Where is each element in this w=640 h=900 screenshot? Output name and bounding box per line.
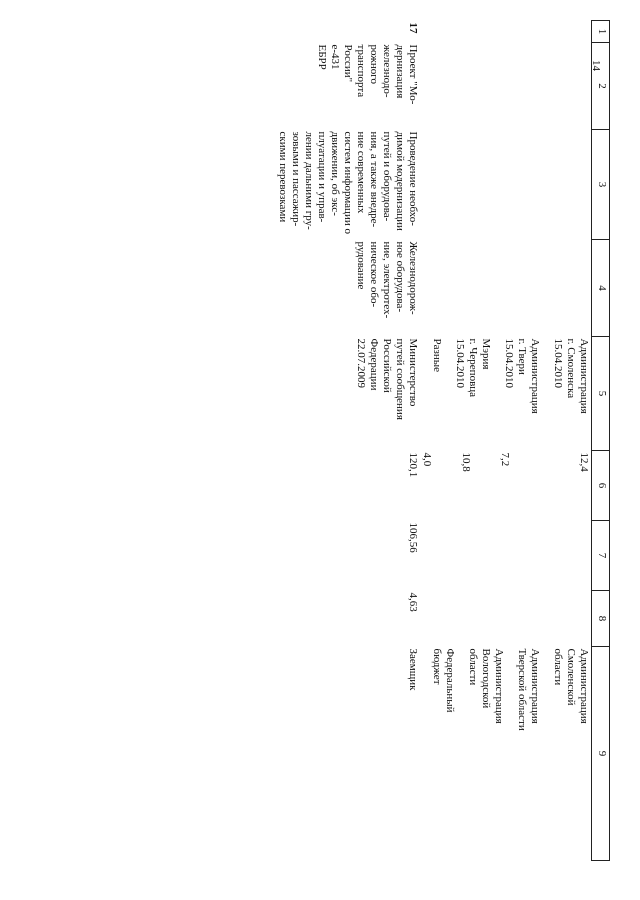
implementer-entry: Администрация г. Твери 15.04.2010 bbox=[503, 338, 541, 414]
amount-cell: 120,1 bbox=[407, 452, 419, 478]
implementer-entry: Разные bbox=[431, 338, 443, 373]
amount-cell: 12,4 7,2 10,8 4,0 bbox=[421, 452, 590, 472]
funding-entry: Администрация Смоленской области bbox=[552, 648, 590, 724]
implementer-cell: Министерство путей сообщения Российской Федерации 22.07.2009 bbox=[355, 338, 419, 420]
column-header: 4 bbox=[592, 240, 610, 337]
column-header: 7 bbox=[592, 521, 610, 591]
column-header: 1 bbox=[592, 21, 610, 43]
equipment-cell: Железнодорож- ное оборудова- ние, электротех- ническое обо- рудование bbox=[355, 241, 419, 319]
column-header: 6 bbox=[592, 451, 610, 521]
implementer-entry: Администрация г. Смоленска 15.04.2010 bbox=[552, 338, 590, 414]
funding-source-cell: Заемщик bbox=[407, 648, 419, 691]
funding-source-cell bbox=[420, 647, 592, 861]
table-row bbox=[276, 21, 420, 861]
data-table bbox=[276, 20, 610, 861]
implementer-cell bbox=[420, 337, 592, 451]
page-number: 14 bbox=[590, 60, 602, 71]
project-name-cell: Проект "Мо- дернизация железнодо- рожного транспорта России" е-431 ЕБРР bbox=[316, 44, 419, 105]
amount-cell: 4,63 bbox=[407, 592, 419, 612]
table-row bbox=[420, 21, 592, 861]
amount-cell: 106,56 bbox=[407, 522, 419, 553]
column-header: 2 bbox=[592, 43, 610, 130]
column-header: 5 bbox=[592, 337, 610, 451]
rotated-table-container bbox=[50, 20, 610, 860]
column-number-header bbox=[592, 21, 610, 861]
column-header: 3 bbox=[592, 130, 610, 240]
funding-entry: Администрация Вологодской области bbox=[467, 648, 505, 724]
implementer-entry: Мэрия г. Череповца 15.04.2010 bbox=[454, 338, 492, 398]
column-header: 8 bbox=[592, 591, 610, 647]
project-description-cell: Проведение необхо- димой модернизации путей и оборудова- ния, а также внедре- ние современных систем информации о движении, об экс- плуатации и управ- лении дальними гру- зовыми и пассажир- скими перевозками bbox=[277, 131, 419, 234]
row-number: 17 bbox=[407, 22, 419, 34]
column-header: 9 bbox=[592, 647, 610, 861]
funding-entry: Администрация Тверской области bbox=[516, 648, 541, 731]
funding-entry: Федеральный бюджет bbox=[431, 648, 456, 713]
